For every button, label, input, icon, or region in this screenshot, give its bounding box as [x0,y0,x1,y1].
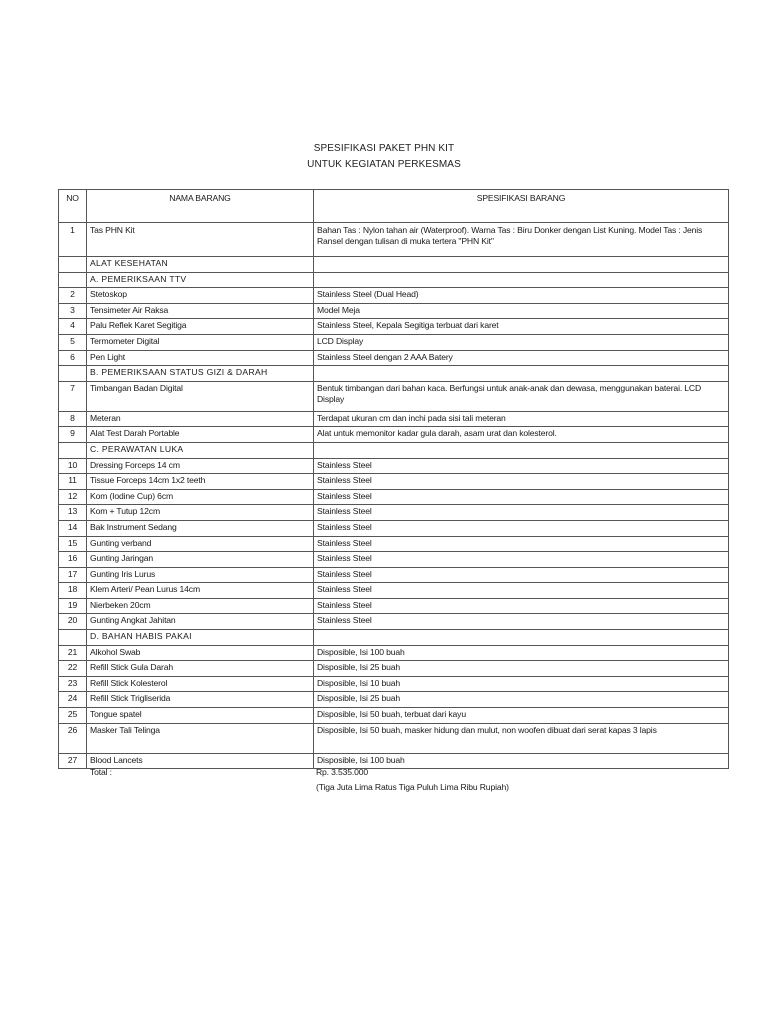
item-name: Kom (Iodine Cup) 6cm [87,489,314,505]
row-number: 14 [59,520,87,536]
item-name: Palu Reflek Karet Segitiga [87,319,314,335]
row-number: 17 [59,567,87,583]
row-number [59,272,87,288]
table-body [59,223,729,769]
row-number: 18 [59,583,87,599]
item-name: Tissue Forceps 14cm 1x2 teeth [87,474,314,490]
item-name: Meteran [87,411,314,427]
item-specification: LCD Display [314,334,729,350]
table-row [59,505,729,521]
item-name: C. PERAWATAN LUKA [87,442,314,458]
item-specification: Disposible, Isi 25 buah [314,661,729,677]
row-number: 21 [59,645,87,661]
row-number: 8 [59,411,87,427]
table-row [59,536,729,552]
item-name: Gunting Angkat Jahitan [87,614,314,630]
row-number: 20 [59,614,87,630]
item-specification: Stainless Steel [314,458,729,474]
table-row [59,427,729,443]
item-specification: Model Meja [314,303,729,319]
section-row [59,630,729,646]
section-row [59,442,729,458]
total-label: Total : [90,767,112,777]
header-no: NO [59,190,87,223]
table-row [59,598,729,614]
table-row [59,411,729,427]
item-specification: Disposible, Isi 25 buah [314,692,729,708]
row-number: 1 [59,223,87,257]
table-row [59,614,729,630]
table-row [59,334,729,350]
item-specification: Disposible, Isi 10 buah [314,676,729,692]
row-number: 7 [59,381,87,411]
item-specification: Stainless Steel, Kepala Segitiga terbuat dari karet [314,319,729,335]
row-number: 24 [59,692,87,708]
item-name: Gunting verband [87,536,314,552]
row-number: 13 [59,505,87,521]
item-name: D. BAHAN HABIS PAKAI [87,630,314,646]
row-number: 11 [59,474,87,490]
item-specification: Disposible, Isi 50 buah, masker hidung dan mulut, non woofen dibuat dari serat kapas 3 lapis [314,723,729,753]
item-name: Alkohol Swab [87,645,314,661]
table-row [59,708,729,724]
header-specification: SPESIFIKASI BARANG [314,190,729,223]
row-number: 9 [59,427,87,443]
row-number: 19 [59,598,87,614]
item-specification: Stainless Steel [314,567,729,583]
table-row [59,350,729,366]
item-name: Nierbeken 20cm [87,598,314,614]
row-number: 5 [59,334,87,350]
row-number [59,366,87,382]
item-specification: Stainless Steel [314,505,729,521]
item-name: B. PEMERIKSAAN STATUS GIZI & DARAH [87,366,314,382]
row-number: 4 [59,319,87,335]
section-row [59,257,729,273]
table-row [59,567,729,583]
table-row [59,645,729,661]
row-number: 6 [59,350,87,366]
item-name: A. PEMERIKSAAN TTV [87,272,314,288]
row-number [59,257,87,273]
section-row [59,272,729,288]
item-specification: Disposible, Isi 50 buah, terbuat dari kayu [314,708,729,724]
table-row [59,489,729,505]
row-number: 2 [59,288,87,304]
row-number [59,630,87,646]
item-specification: Disposible, Isi 100 buah [314,645,729,661]
item-name: ALAT KESEHATAN [87,257,314,273]
item-name: Dressing Forceps 14 cm [87,458,314,474]
table-row [59,381,729,411]
row-number: 15 [59,536,87,552]
item-name: Refill Stick Gula Darah [87,661,314,677]
item-specification: Terdapat ukuran cm dan inchi pada sisi tali meteran [314,411,729,427]
item-specification: Stainless Steel [314,474,729,490]
row-number: 16 [59,552,87,568]
table-row [59,223,729,257]
item-name: Alat Test Darah Portable [87,427,314,443]
table-row [59,583,729,599]
item-name: Tas PHN Kit [87,223,314,257]
item-name: Blood Lancets [87,753,314,769]
item-name: Pen Light [87,350,314,366]
item-name: Refill Stick Trigliserida [87,692,314,708]
item-name: Refill Stick Kolesterol [87,676,314,692]
item-name: Kom + Tutup 12cm [87,505,314,521]
document-title: SPESIFIKASI PAKET PHN KIT [313,143,455,154]
item-name: Tongue spatel [87,708,314,724]
table-row [59,692,729,708]
table-row [59,474,729,490]
item-specification: Stainless Steel (Dual Head) [314,288,729,304]
row-number: 25 [59,708,87,724]
item-specification: Stainless Steel [314,536,729,552]
total-amount-words: (Tiga Juta Lima Ratus Tiga Puluh Lima Ribu Rupiah) [316,782,509,792]
table-row [59,661,729,677]
item-name: Tensimeter Air Raksa [87,303,314,319]
total-value [316,765,509,795]
row-number: 22 [59,661,87,677]
item-specification: Bentuk timbangan dari bahan kaca. Berfungsi untuk anak-anak dan dewasa, menggunakan baterai. LCD Display [314,381,729,411]
document-subtitle: UNTUK KEGIATAN PERKESMAS [307,159,461,170]
item-specification [314,366,729,382]
item-specification: Stainless Steel [314,552,729,568]
table-row [59,288,729,304]
item-specification: Stainless Steel [314,520,729,536]
row-number [59,442,87,458]
item-name: Stetoskop [87,288,314,304]
item-specification: Bahan Tas : Nylon tahan air (Waterproof). Warna Tas : Biru Donker dengan List Kuning. Model Tas : Jenis Ransel dengan tulisan di muka tertera "PHN Kit" [314,223,729,257]
table-row [59,458,729,474]
row-number: 12 [59,489,87,505]
item-name: Timbangan Badan Digital [87,381,314,411]
section-row [59,366,729,382]
item-specification [314,272,729,288]
item-specification: Stainless Steel [314,489,729,505]
row-number: 3 [59,303,87,319]
item-name: Termometer Digital [87,334,314,350]
table-row [59,303,729,319]
row-number: 10 [59,458,87,474]
table-row [59,552,729,568]
total-amount: Rp. 3.535.000 [316,767,369,777]
item-specification [314,257,729,273]
item-name: Gunting Iris Lurus [87,567,314,583]
specification-table [58,189,729,769]
table-row [59,676,729,692]
row-number: 27 [59,753,87,769]
row-number: 26 [59,723,87,753]
item-name: Masker Tali Telinga [87,723,314,753]
header-item-name: NAMA BARANG [87,190,314,223]
table-row [59,520,729,536]
table-row [59,319,729,335]
table-header-row [59,190,729,223]
item-specification: Disposible, Isi 100 buah [314,753,729,769]
item-specification: Stainless Steel [314,583,729,599]
item-specification: Stainless Steel [314,614,729,630]
row-number: 23 [59,676,87,692]
item-name: Klem Arteri/ Pean Lurus 14cm [87,583,314,599]
table-row [59,723,729,753]
item-specification: Alat untuk memonitor kadar gula darah, asam urat dan kolesterol. [314,427,729,443]
item-specification: Stainless Steel [314,598,729,614]
item-specification: Stainless Steel dengan 2 AAA Batery [314,350,729,366]
item-name: Bak Instrument Sedang [87,520,314,536]
item-name: Gunting Jaringan [87,552,314,568]
item-specification [314,442,729,458]
item-specification [314,630,729,646]
